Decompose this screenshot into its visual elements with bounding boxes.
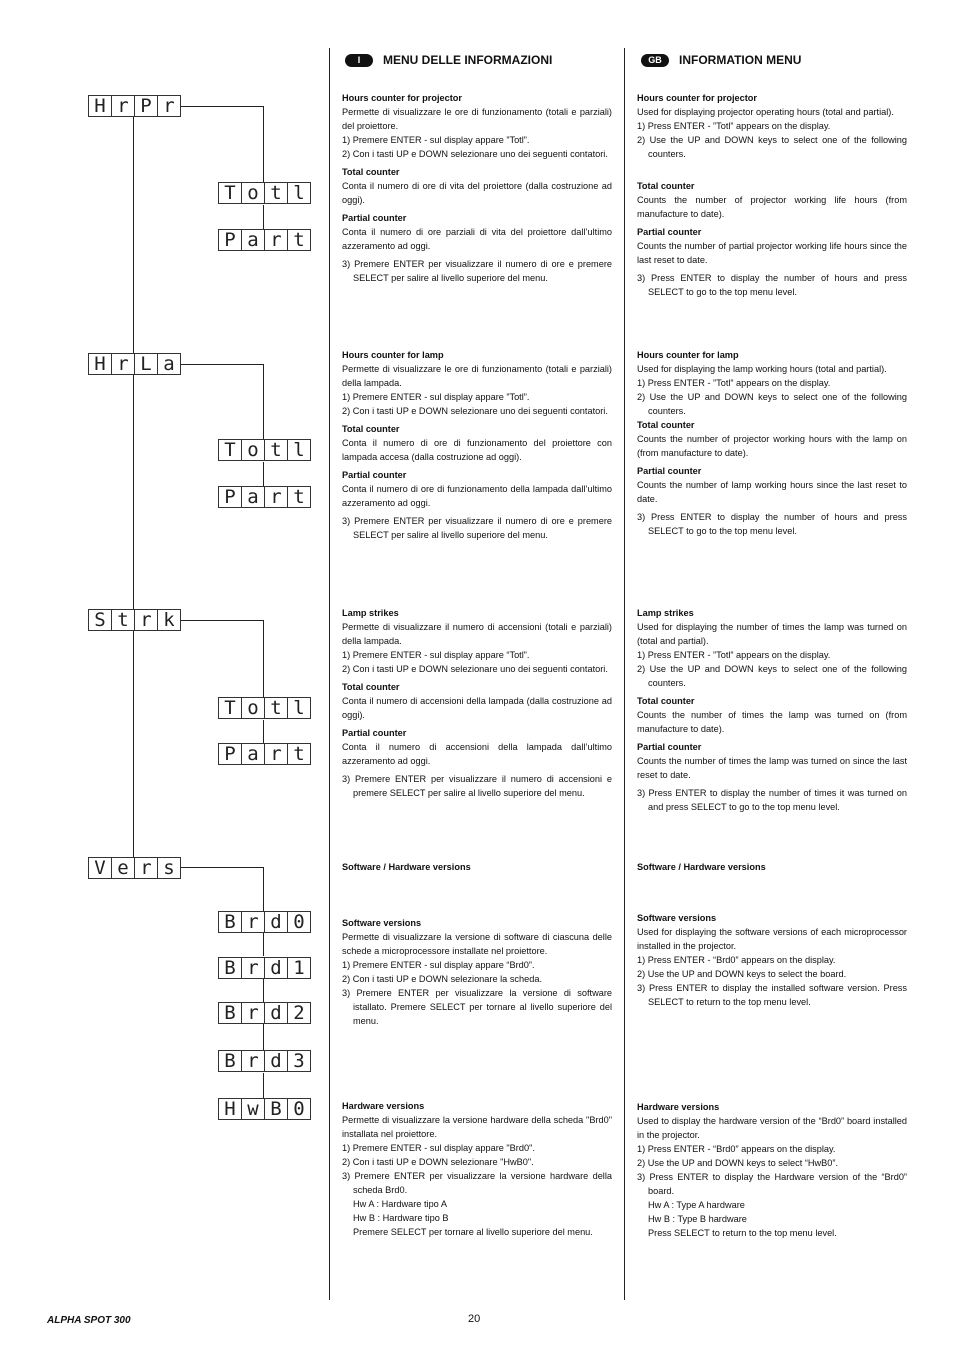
it-hardware-section [342, 1099, 612, 1239]
step-3: 3) Press ENTER to display the Hardware version of the “Brd0” board. [637, 1172, 907, 1196]
section-title: Hours counter for projector [637, 93, 757, 103]
display-brd1 [218, 957, 310, 979]
display-char: r [134, 609, 158, 631]
display-totl-projector [218, 182, 310, 204]
partial-counter-title: Partial counter [342, 213, 407, 223]
header-english [641, 53, 801, 67]
display-totl-strikes [218, 697, 310, 719]
partial-counter-title: Partial counter [342, 470, 407, 480]
total-counter-text: Conta il numero di ore di vita del proiettore (dalla costruzione ad oggi). [342, 181, 612, 205]
tree-branch-strk [179, 620, 264, 621]
total-counter-text: Conta il numero di accensioni della lampada (dalla costruzione ad oggi). [342, 696, 612, 720]
display-char: H [88, 353, 112, 375]
step-3: 3) Press ENTER to display the number of hours and press SELECT to go to the top menu level. [637, 273, 907, 297]
display-char: k [157, 609, 181, 631]
display-char: r [111, 95, 135, 117]
display-char: r [157, 95, 181, 117]
display-char: 3 [287, 1050, 311, 1072]
section-title: Lamp strikes [342, 608, 399, 618]
tree-sub-vers-2 [263, 933, 264, 956]
section-intro: Used for displaying the lamp working hours (total and partial). [637, 364, 887, 374]
partial-counter-text: Counts the number of partial projector working life hours since the last reset to date. [637, 241, 907, 265]
gb-lamp-section [637, 348, 907, 538]
display-char: t [287, 229, 311, 251]
step-2: 2) Use the UP and DOWN keys to select one of the following counters. [637, 664, 907, 688]
display-char: t [264, 439, 288, 461]
section-title: Lamp strikes [637, 608, 694, 618]
display-char: r [264, 229, 288, 251]
step-2: 2) Con i tasti UP e DOWN selezionare uno dei seguenti contatori. [342, 664, 608, 674]
partial-counter-title: Partial counter [637, 466, 702, 476]
display-char: o [241, 182, 265, 204]
display-char: l [287, 439, 311, 461]
it-versions-section [342, 860, 612, 874]
display-char: T [218, 439, 242, 461]
display-strk [88, 609, 180, 631]
step-1: 1) Premere ENTER - sul display appare “Brd0”. [342, 960, 535, 970]
display-char: r [134, 857, 158, 879]
display-char: d [264, 957, 288, 979]
language-badge-it: I [345, 54, 373, 67]
total-counter-title: Total counter [342, 167, 400, 177]
display-part-strikes [218, 743, 310, 765]
total-counter-title: Total counter [342, 682, 400, 692]
total-counter-text: Counts the number of times the lamp was turned on (from manufacture to date). [637, 710, 907, 734]
gb-projector-section [637, 91, 907, 299]
partial-counter-text: Counts the number of lamp working hours since the last reset to date. [637, 480, 907, 504]
display-brd3 [218, 1050, 310, 1072]
display-char: t [287, 486, 311, 508]
tree-sub-vers-5 [263, 1073, 264, 1098]
display-char: r [264, 743, 288, 765]
display-char: t [264, 182, 288, 204]
hw-type-b: Hw B : Type B hardware [648, 1214, 747, 1224]
display-char: 2 [287, 1002, 311, 1024]
tree-sub-vers [263, 867, 264, 911]
column-divider-left [329, 48, 330, 1300]
step-1: 1) Press ENTER - “Brd0” appears on the display. [637, 1144, 836, 1154]
header-italian [345, 53, 552, 67]
tree-branch-hrla [179, 364, 264, 365]
step-3: 3) Press ENTER to display the number of times it was turned on and press SELECT to go to the top menu level. [637, 788, 907, 812]
display-char: o [241, 439, 265, 461]
step-3: 3) Press ENTER to display the installed software version. Press SELECT to return to the top menu level. [637, 983, 907, 1007]
section-title: Hardware versions [342, 1101, 425, 1111]
it-lamp-section [342, 348, 612, 542]
section-title: Hours counter for projector [342, 93, 462, 103]
display-char: B [218, 911, 242, 933]
section-title: Software / Hardware versions [637, 862, 766, 872]
it-strikes-section [342, 606, 612, 800]
header-title-gb: INFORMATION MENU [679, 53, 802, 67]
tree-trunk-2 [133, 375, 134, 609]
language-badge-gb: GB [641, 54, 669, 67]
step-2: 2) Con i tasti UP e DOWN selezionare uno dei seguenti contatori. [342, 149, 608, 159]
step-2: 2) Con i tasti UP e DOWN selezionare la scheda. [342, 974, 542, 984]
display-brd0 [218, 911, 310, 933]
display-char: P [218, 743, 242, 765]
display-char: T [218, 182, 242, 204]
hw-type-a: Hw A : Type A hardware [648, 1200, 745, 1210]
tree-branch-vers [179, 867, 264, 868]
tree-sub-strk [263, 620, 264, 697]
display-char: r [241, 911, 265, 933]
display-hwb0 [218, 1098, 310, 1120]
display-char: l [287, 697, 311, 719]
step-1: 1) Press ENTER - ”Totl” appears on the display. [637, 121, 831, 131]
display-char: B [218, 957, 242, 979]
section-intro: Used to display the hardware version of the “Brd0” board installed in the projector. [637, 1116, 907, 1140]
hw-type-b: Hw B : Hardware tipo B [353, 1213, 449, 1223]
total-counter-text: Conta il numero di ore di funzionamento del proiettore con lampada accesa (dalla costruzione ad oggi). [342, 438, 612, 462]
total-counter-title: Total counter [637, 181, 695, 191]
display-char: e [111, 857, 135, 879]
display-part-projector [218, 229, 310, 251]
tree-branch-hrpr [179, 106, 264, 107]
display-char: B [218, 1050, 242, 1072]
display-part-lamp [218, 486, 310, 508]
total-counter-title: Total counter [637, 420, 695, 430]
partial-counter-title: Partial counter [637, 227, 702, 237]
display-char: H [88, 95, 112, 117]
step-1: 1) Press ENTER - ”Totl” appears on the display. [637, 650, 831, 660]
display-char: 1 [287, 957, 311, 979]
display-char: t [111, 609, 135, 631]
it-software-section [342, 916, 612, 1028]
total-counter-title: Total counter [637, 696, 695, 706]
step-2: 2) Use the UP and DOWN keys to select one of the following counters. [637, 392, 907, 416]
display-char: r [111, 353, 135, 375]
partial-counter-text: Conta il numero di ore di funzionamento della lampada dall’ultimo azzeramento ad oggi. [342, 484, 612, 508]
step-3: 3) Press ENTER to display the number of hours and press SELECT to go to the top menu level. [637, 512, 907, 536]
step-2: 2) Use the UP and DOWN keys to select “HwB0”. [637, 1158, 838, 1168]
return-note: Press SELECT to return to the top menu level. [648, 1228, 837, 1238]
display-vers [88, 857, 180, 879]
step-2: 2) Con i tasti UP e DOWN selezionare uno dei seguenti contatori. [342, 406, 608, 416]
section-title: Hours counter for lamp [637, 350, 739, 360]
display-char: l [287, 182, 311, 204]
section-intro: Used for displaying the software versions of each microprocessor installed in the projector. [637, 927, 907, 951]
display-char: 0 [287, 911, 311, 933]
partial-counter-text: Conta il numero di ore parziali di vita del proiettore dall’ultimo azzeramento ad oggi. [342, 227, 612, 251]
step-3: 3) Premere ENTER per visualizzare il numero di ore e premere SELECT per salire al livello superiore del menu. [342, 516, 612, 540]
section-intro: Used for displaying the number of times the lamp was turned on (total and partial). [637, 622, 907, 646]
return-note: Premere SELECT per tornare al livello superiore del menu. [353, 1227, 593, 1237]
step-1: 1) Press ENTER - ”Totl” appears on the display. [637, 378, 831, 388]
gb-hardware-section [637, 1100, 907, 1240]
footer-product-name: ALPHA SPOT 300 [47, 1315, 131, 1326]
section-intro: Permette di visualizzare le ore di funzionamento (totali e parziali) della lampada. [342, 364, 612, 388]
step-1: 1) Press ENTER - “Brd0” appears on the display. [637, 955, 836, 965]
tree-trunk-1 [133, 117, 134, 355]
total-counter-title: Total counter [342, 424, 400, 434]
column-divider-right [624, 48, 625, 1300]
display-char: S [88, 609, 112, 631]
display-char: w [241, 1098, 265, 1120]
display-char: P [218, 486, 242, 508]
display-char: t [287, 743, 311, 765]
section-title: Software versions [637, 913, 717, 923]
tree-sub-hrla-2 [263, 462, 264, 486]
it-projector-section [342, 91, 612, 285]
partial-counter-title: Partial counter [342, 728, 407, 738]
display-char: r [264, 486, 288, 508]
header-title-it: MENU DELLE INFORMAZIONI [383, 53, 553, 67]
display-char: o [241, 697, 265, 719]
section-title: Hours counter for lamp [342, 350, 444, 360]
display-char: B [218, 1002, 242, 1024]
display-char: a [241, 743, 265, 765]
display-totl-lamp [218, 439, 310, 461]
display-char: d [264, 1002, 288, 1024]
display-char: r [241, 1002, 265, 1024]
display-char: B [264, 1098, 288, 1120]
step-1: 1) Premere ENTER - sul display appare ”Totl”. [342, 392, 530, 402]
display-char: a [241, 486, 265, 508]
page-number: 20 [468, 1313, 481, 1325]
gb-software-section [637, 911, 907, 1009]
section-intro: Permette di visualizzare le ore di funzionamento (totali e parziali) del proiettore. [342, 107, 612, 131]
step-2: 2) Use the UP and DOWN keys to select the board. [637, 969, 847, 979]
section-title: Software versions [342, 918, 422, 928]
step-1: 1) Premere ENTER - sul display appare "Brd0". [342, 1143, 535, 1153]
partial-counter-text: Conta il numero di accensioni della lampada dall’ultimo azzeramento ad oggi. [342, 742, 612, 766]
step-3: 3) Premere ENTER per visualizzare il numero di accensioni e premere SELECT per salire al livello superiore del menu. [342, 774, 612, 798]
hw-type-a: Hw A : Hardware tipo A [353, 1199, 447, 1209]
total-counter-text: Counts the number of projector working hours with the lamp on (from manufacture to date). [637, 434, 907, 458]
step-2: 2) Con i tasti UP e DOWN selezionare "HwB0". [342, 1157, 534, 1167]
display-char: s [157, 857, 181, 879]
partial-counter-title: Partial counter [637, 742, 702, 752]
partial-counter-text: Counts the number of times the lamp was turned on since the last reset to date. [637, 756, 907, 780]
total-counter-text: Counts the number of projector working life hours (from manufacture to date). [637, 195, 907, 219]
display-char: d [264, 911, 288, 933]
display-char: T [218, 697, 242, 719]
section-intro: Used for displaying projector operating hours (total and partial). [637, 107, 894, 117]
display-char: V [88, 857, 112, 879]
tree-sub-strk-2 [263, 720, 264, 743]
display-char: 0 [287, 1098, 311, 1120]
display-char: r [241, 1050, 265, 1072]
display-char: d [264, 1050, 288, 1072]
display-char: a [157, 353, 181, 375]
step-3: 3) Premere ENTER per visualizzare la versione hardware della scheda Brd0. [342, 1171, 612, 1195]
section-title: Hardware versions [637, 1102, 720, 1112]
gb-versions-section [637, 860, 907, 874]
tree-sub-vers-4 [263, 1024, 264, 1050]
display-char: t [264, 697, 288, 719]
tree-sub-hrla [263, 364, 264, 439]
display-char: H [218, 1098, 242, 1120]
display-hrla [88, 353, 180, 375]
tree-sub-hrpr [263, 106, 264, 182]
step-1: 1) Premere ENTER - sul display appare “Totl”. [342, 650, 530, 660]
display-char: P [134, 95, 158, 117]
section-intro: Permette di visualizzare il numero di accensioni (totali e parziali) della lampada. [342, 622, 612, 646]
display-char: r [241, 957, 265, 979]
display-char: L [134, 353, 158, 375]
tree-sub-hrpr-2 [263, 205, 264, 229]
section-title: Software / Hardware versions [342, 862, 471, 872]
gb-strikes-section [637, 606, 907, 814]
step-1: 1) Premere ENTER - sul display appare ”Totl”. [342, 135, 530, 145]
display-hrpr [88, 95, 180, 117]
step-3: 3) Premere ENTER per visualizzare la versione di software istallato. Premere SELECT per tornare al livello superiore del menu. [342, 988, 612, 1026]
display-char: P [218, 229, 242, 251]
step-3: 3) Premere ENTER per visualizzare il numero di ore e premere SELECT per salire al livello superiore del menu. [342, 259, 612, 283]
section-intro: Permette di visualizzare la versione di software di ciascuna delle schede a microprocessore installate nel proiettore. [342, 932, 612, 956]
tree-sub-vers-3 [263, 979, 264, 1002]
display-brd2 [218, 1002, 310, 1024]
section-intro: Permette di visualizzare la versione hardware della scheda "Brd0" installata nel proiettore. [342, 1115, 612, 1139]
display-char: a [241, 229, 265, 251]
step-2: 2) Use the UP and DOWN keys to select one of the following counters. [637, 135, 907, 159]
tree-trunk-3 [133, 631, 134, 857]
